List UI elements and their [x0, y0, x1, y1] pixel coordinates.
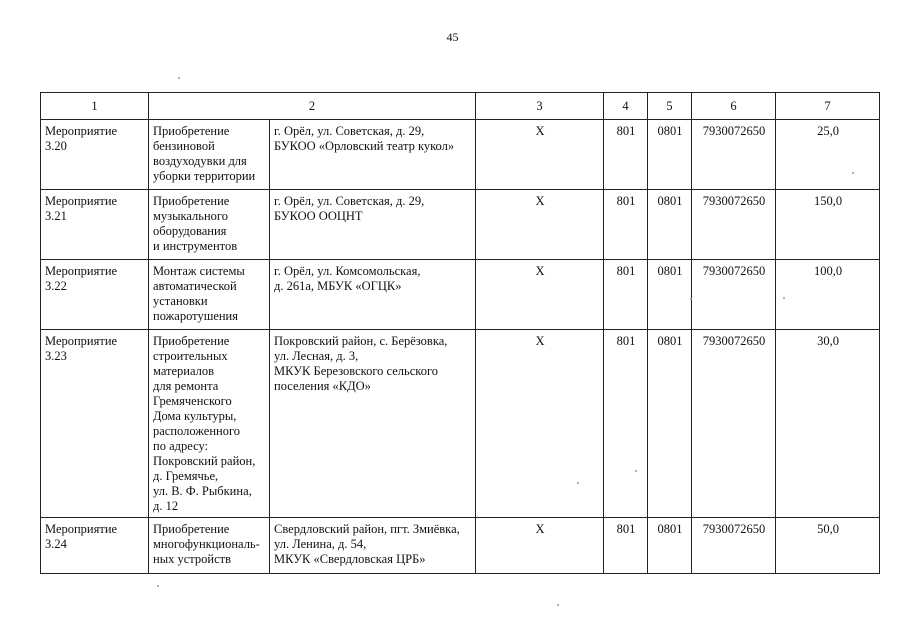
- col3-cell: Х: [476, 330, 604, 518]
- col7-cell: 30,0: [776, 330, 880, 518]
- header-col-1: 1: [41, 93, 149, 120]
- page-number: 45: [446, 30, 459, 44]
- event-cell: Мероприятие 3.23: [41, 330, 149, 518]
- table-row: [41, 518, 880, 574]
- address-cell: г. Орёл, ул. Комсомольская, д. 261а, МБУК «ОГЦК»: [270, 260, 476, 330]
- col6-cell: 7930072650: [692, 120, 776, 190]
- event-cell: Мероприятие 3.20: [41, 120, 149, 190]
- scan-speck: [178, 77, 180, 79]
- scan-speck: [783, 297, 785, 299]
- col7-cell: 25,0: [776, 120, 880, 190]
- description-cell: Приобретение многофункциональ- ных устройств: [149, 518, 270, 574]
- address-cell: Покровский район, с. Берёзовка, ул. Лесная, д. 3, МКУК Березовского сельского поселения «КДО»: [270, 330, 476, 518]
- address-cell: г. Орёл, ул. Советская, д. 29, БУКОО «Орловский театр кукол»: [270, 120, 476, 190]
- address-cell: Свердловский район, пгт. Змиёвка, ул. Ленина, д. 54, МКУК «Свердловская ЦРБ»: [270, 518, 476, 574]
- col5-cell: 0801: [648, 330, 692, 518]
- col5-cell: 0801: [648, 518, 692, 574]
- table-row: [41, 260, 880, 330]
- header-col-2: 2: [149, 93, 476, 120]
- col3-cell: Х: [476, 120, 604, 190]
- col5-cell: 0801: [648, 190, 692, 260]
- col6-cell: 7930072650: [692, 260, 776, 330]
- col4-cell: 801: [604, 260, 648, 330]
- col6-cell: 7930072650: [692, 518, 776, 574]
- event-cell: Мероприятие 3.21: [41, 190, 149, 260]
- col7-cell: 100,0: [776, 260, 880, 330]
- scan-speck: [577, 482, 579, 484]
- col4-cell: 801: [604, 120, 648, 190]
- col4-cell: 801: [604, 190, 648, 260]
- col7-cell: 150,0: [776, 190, 880, 260]
- col3-cell: Х: [476, 518, 604, 574]
- col5-cell: 0801: [648, 260, 692, 330]
- col3-cell: Х: [476, 190, 604, 260]
- table-row: [41, 190, 880, 260]
- description-cell: Приобретение бензиновой воздуходувки для уборки территории: [149, 120, 270, 190]
- address-cell: г. Орёл, ул. Советская, д. 29, БУКОО ООЦНТ: [270, 190, 476, 260]
- header-col-4: 4: [604, 93, 648, 120]
- scan-speck: [635, 470, 637, 472]
- scan-speck: [852, 172, 854, 174]
- col3-cell: Х: [476, 260, 604, 330]
- header-col-6: 6: [692, 93, 776, 120]
- description-cell: Приобретение музыкального оборудования и инструментов: [149, 190, 270, 260]
- scan-speck: [157, 585, 159, 587]
- budget-table: [40, 92, 880, 574]
- description-cell: Приобретение строительных материалов для ремонта Гремяченского Дома культуры, расположенного по адресу: Покровский район, д. Гремячье, ул. В. Ф. Рыбкина, д. 12: [149, 330, 270, 518]
- col4-cell: 801: [604, 518, 648, 574]
- col6-cell: 7930072650: [692, 190, 776, 260]
- col4-cell: 801: [604, 330, 648, 518]
- table-row: [41, 120, 880, 190]
- event-cell: Мероприятие 3.22: [41, 260, 149, 330]
- description-cell: Монтаж системы автоматической установки пожаротушения: [149, 260, 270, 330]
- col6-cell: 7930072650: [692, 330, 776, 518]
- col7-cell: 50,0: [776, 518, 880, 574]
- header-col-3: 3: [476, 93, 604, 120]
- scan-speck: [690, 298, 692, 300]
- header-col-7: 7: [776, 93, 880, 120]
- header-row: [41, 93, 880, 120]
- header-col-5: 5: [648, 93, 692, 120]
- scan-speck: [557, 604, 559, 606]
- col5-cell: 0801: [648, 120, 692, 190]
- table-row: [41, 330, 880, 518]
- event-cell: Мероприятие 3.24: [41, 518, 149, 574]
